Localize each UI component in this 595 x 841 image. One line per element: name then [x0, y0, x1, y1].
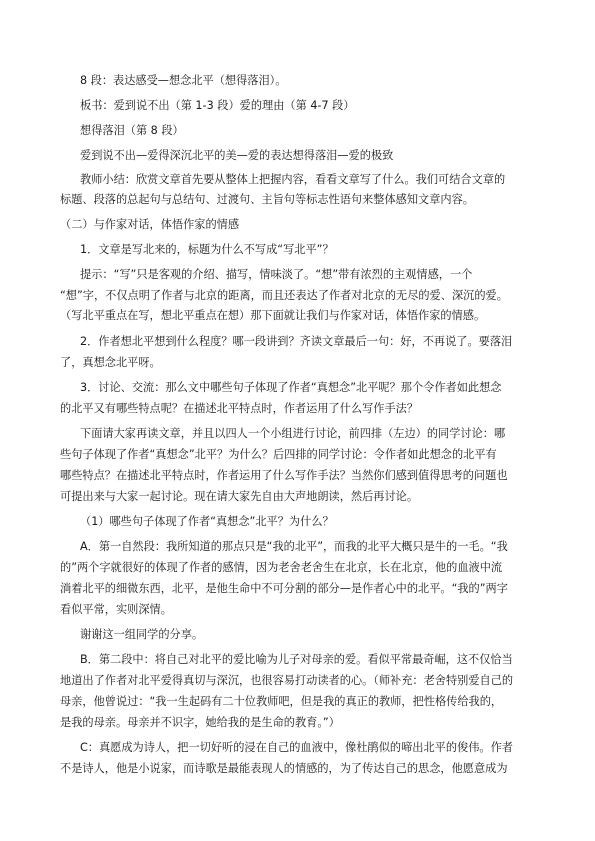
text-line: 哪些特点？在描述北平特点时，作者运用了什么写作手法？当然你们感到值得思考的问题也 [60, 469, 508, 482]
text-line: 8 段：表达感受—想念北平（想得落泪）。 [80, 74, 287, 87]
text-line: C：真愿成为诗人，把一切好听的浸在自己的血液中，像杜鹃似的啼出北平的俊伟。作者 [80, 741, 513, 754]
text-line: 不是诗人，他是小说家，而诗歌是最能表现人的情感的，为了传达自己的思念，他愿意成为 [60, 762, 508, 775]
text-line: 淌着北平的细微东西，北平，是他生命中不可分割的部分—是作者心中的北平。“我的”两字 [60, 582, 508, 595]
text-line: 下面请大家再读文章，并且以四人一个小组进行讨论，前四排（左边）的同学讨论：哪 [80, 427, 506, 440]
text-line: A．第一自然段：我所知道的那点只是“我的北平”，而我的北平大概只是牛的一毛。“我 [80, 540, 508, 553]
section-heading: （二）与作家对话，体悟作家的情感 [60, 218, 240, 231]
text-line: 爱到说不出—爱得深沉北平的美—爱的表达想得落泪—爱的极致 [80, 149, 394, 162]
text-line: 的北平又有哪些特点呢？在描述北平特点时，作者运用了什么写作手法？ [60, 402, 419, 415]
text-line: 想得落泪（第 8 段） [80, 124, 184, 137]
text-line: 1．文章是写北来的，标题为什么不写成“写北平”？ [80, 243, 334, 256]
text-line: 的”两个字就很好的体现了作者的感情，因为老舍老舍生在北京，长在北京，他的血液中流 [60, 561, 503, 574]
text-line: 是我的母亲。母亲并不识字，她给我的是生命的教育。”） [60, 716, 340, 729]
text-line: 教师小结：欣赏文章首先要从整体上把握内容，看看文章写了什么。我们可结合文章的 [80, 173, 506, 186]
text-line: 可提出来与大家一起讨论。现在请大家先自由大声地朗读，然后再讨论。 [60, 490, 419, 503]
text-line: 些句子体现了作者“真想念”北平？为什么？后四排的同学讨论：令作者如此想念的北平有 [60, 448, 497, 461]
text-line: B．第二段中：将自己对北平的爱比喻为儿子对母亲的爱。看似平常最奇崛，这不仅恰当 [80, 653, 513, 666]
text-line: 地道出了作者对北平爱得真切与深沉，也很容易打动读者的心。（师补充：老舍特别爱自己的 [60, 674, 514, 687]
text-line: 了，真想念北平呀。 [60, 356, 161, 369]
text-line: 2．作者想北平想到什么程度？哪一段讲到？齐读文章最后一句：好，不再说了。要落泪 [80, 335, 513, 348]
text-line: 标题、段落的总起句与总结句、过渡句、主旨句等标志性语句来整体感知文章内容。 [60, 193, 474, 206]
text-line: 板书：爱到说不出（第 1-3 段）爱的理由（第 4-7 段） [80, 99, 355, 112]
text-line: （1）哪些句子体现了作者“真想念”北平？为什么？ [80, 515, 334, 528]
text-line: 谢谢这一组同学的分享。 [80, 628, 204, 641]
text-line: 看似平常，实则深情。 [60, 603, 172, 616]
text-line: 母亲，他曾说过：“我一生起码有二十位教师吧，但是我的真正的教师，把性格传给我的， [60, 695, 503, 708]
text-line: 3．讨论、交流：那么文中哪些句子体现了作者“真想念”北平呢？那个令作者如此想念 [80, 381, 502, 394]
text-line: 提示：“写”只是客观的介绍、描写，情味淡了。“想”带有浓烈的主观情感，一个 [80, 268, 473, 281]
text-line: “想”字，不仅点明了作者与北京的距离，而且还表达了作者对北京的无尽的爱、深沉的爱。 [60, 289, 508, 302]
text-line: （写北平重点在写，想北平重点在想）那下面就让我们与作家对话，体悟作家的情感。 [60, 309, 486, 322]
